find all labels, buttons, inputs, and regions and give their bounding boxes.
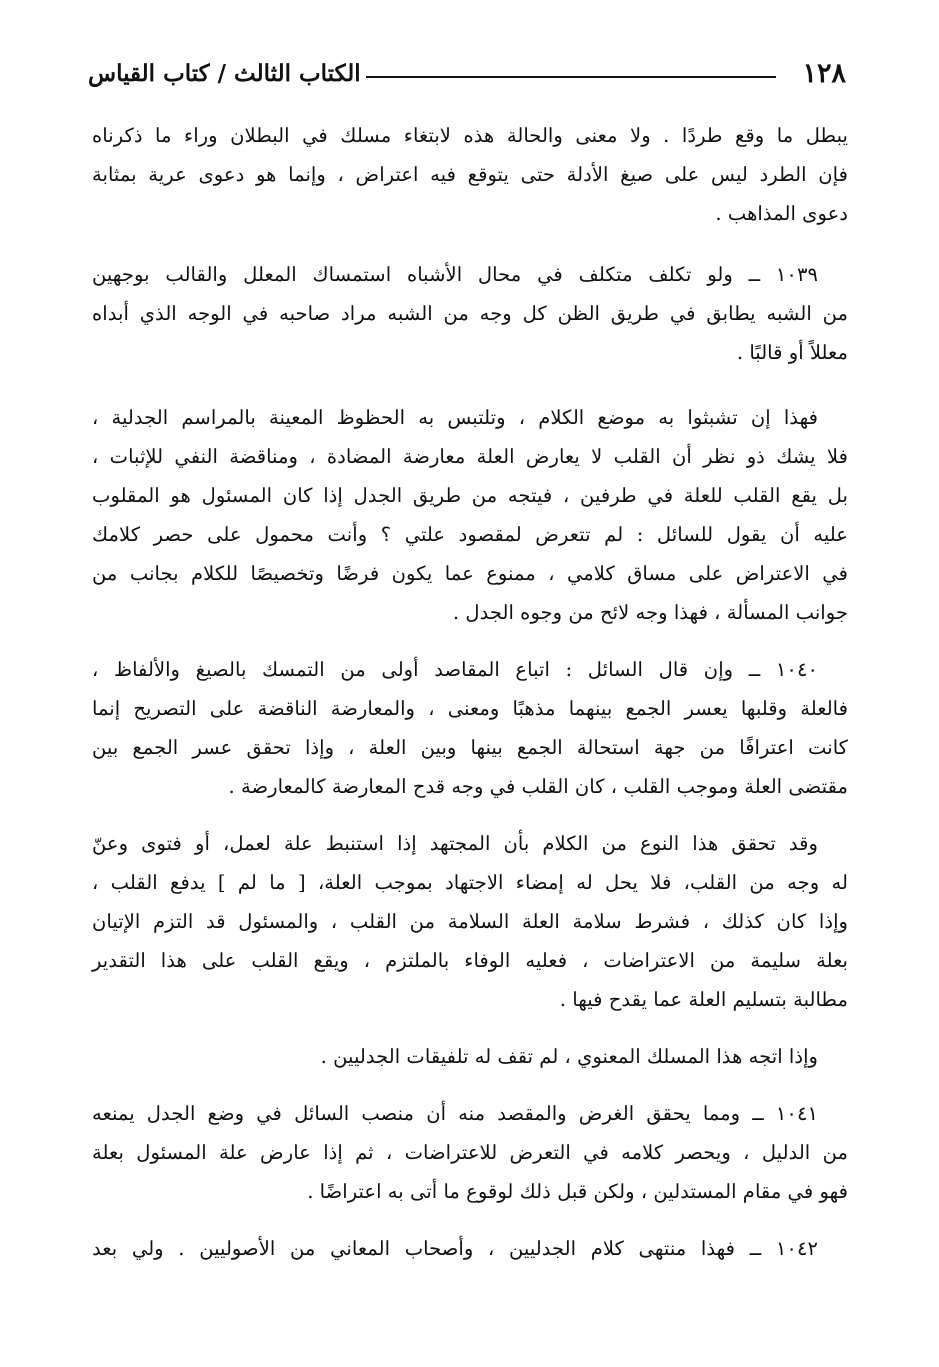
- paragraph-5: [92, 824, 848, 1019]
- text-line: وقد تحقق هذا النوع من الكلام بأن المجتهد إذا استنبط علة لعمل، أو فتوى وعنّ: [92, 832, 818, 855]
- paragraph-1: [92, 116, 848, 233]
- header-rule: [366, 76, 776, 78]
- page-header: [88, 54, 846, 98]
- text-line: يبطل ما وقع طردًا . ولا معنى والحالة هذه لابتغاء مسلك في البطلان وراء ما ذكرناه: [92, 124, 848, 147]
- paragraph-gap: [92, 806, 848, 824]
- text-line: عليه أن يقول للسائل : لم تتعرض لمقصود علتي ؟ وأنت محمول على حصر كلامك: [92, 523, 848, 546]
- paragraph-gap: [92, 1211, 848, 1229]
- text-line: دعوى المذاهب .: [715, 202, 848, 225]
- text-line: فإن الطرد ليس على صيغ الأدلة حتى يتوقع فيه اعتراض ، وإنما هو دعوى عرية بمثابة: [92, 163, 848, 186]
- text-line: مطالبة بتسليم العلة عما يقدح فيها .: [559, 988, 848, 1011]
- text-line: في الاعتراض على مساق كلامي ، ممنوع عما يكون فرضًا وتخصيصًا للكلام بجانب من: [92, 562, 848, 585]
- text-line: وإذا اتجه هذا المسلك المعنوي ، لم تقف له تلفيقات الجدليين .: [320, 1045, 818, 1068]
- text-line: فهو في مقام المستدلين ، ولكن قبل ذلك لوقوع ما أتى به اعتراضًا .: [307, 1180, 848, 1203]
- paragraph-gap: [92, 1076, 848, 1094]
- text-line: جوانب المسألة ، فهذا وجه لائح من وجوه الجدل .: [452, 601, 848, 624]
- body-text: [92, 116, 848, 1268]
- paragraph-1040: [92, 650, 848, 806]
- text-line: فلا يشك ذو نظر أن القلب لا يعارض العلة معارضة المضادة ، ومناقضة النفي للإثبات ،: [92, 445, 848, 468]
- text-line: فالعلة وقلبها يعسر الجمع بينهما مذهبًا ومعنى ، والمعارضة الناقضة على التصريح إنما: [92, 697, 848, 720]
- text-line: ١٠٤١ ــ ومما يحقق الغرض والمقصد منه أن منصب السائل في وضع الجدل يمنعه: [92, 1102, 818, 1125]
- text-line: ١٠٤٠ ــ وإن قال السائل : اتباع المقاصد أولى من التمسك بالصيغ والألفاظ ،: [92, 658, 818, 681]
- text-line: له وجه من القلب، فلا يحل له إمضاء الاجتهاد بموجب العلة، [ ما لم ] يدفع القلب ،: [92, 871, 848, 894]
- text-line: وإذا كان كذلك ، فشرط سلامة العلة السلامة من القلب ، والمسئول قد التزم الإتيان: [92, 910, 848, 933]
- paragraph-gap: [92, 632, 848, 650]
- text-line: من الدليل ، ويحصر كلامه في التعرض للاعتراضات ، ثم إذا عارض علة المسئول بعلة: [92, 1141, 848, 1164]
- text-line: معللاً أو قالبًا .: [736, 341, 848, 364]
- text-line: ١٠٤٢ ــ فهذا منتهى كلام الجدليين ، وأصحاب المعاني من الأصوليين . ولي بعد: [92, 1237, 818, 1260]
- paragraph-gap: [92, 233, 848, 255]
- text-line: بعلة سليمة من الاعتراضات ، فعليه الوفاء بالملتزم ، ويقع القلب على هذا التقدير: [92, 949, 848, 972]
- page-number: ١٢٨: [802, 58, 846, 89]
- text-line: مقتضى العلة وموجب القلب ، كان القلب في وجه قدح المعارضة كالمعارضة .: [228, 775, 848, 798]
- text-line: ١٠٣٩ ــ ولو تكلف متكلف في محال الأشباه استمساك المعلل والقالب بوجهين: [92, 263, 818, 286]
- paragraph-gap: [92, 372, 848, 398]
- paragraph-1041: [92, 1094, 848, 1211]
- text-line: فهذا إن تشبثوا به موضع الكلام ، وتلتبس به الحظوظ المعينة بالمراسم الجدلية ،: [92, 406, 818, 429]
- text-line: من الشبه يطابق في طريق الظن كل وجه من الشبه مراد صاحبه في الوجه الذي أبداه: [92, 302, 848, 325]
- paragraph-6: [92, 1037, 848, 1076]
- paragraph-3: [92, 398, 848, 632]
- running-title: الكتاب الثالث / كتاب القياس: [88, 60, 361, 87]
- paragraph-1042: [92, 1229, 848, 1268]
- paragraph-gap: [92, 1019, 848, 1037]
- paragraph-1039: [92, 255, 848, 372]
- text-line: بل يقع القلب للعلة في طرفين ، فيتجه من طريق الجدل إذا كان المسئول هو المقلوب: [92, 484, 848, 507]
- text-line: كانت اعترافًا من جهة استحالة الجمع بينها وبين العلة ، وإذا تحقق عسر الجمع بين: [92, 736, 848, 759]
